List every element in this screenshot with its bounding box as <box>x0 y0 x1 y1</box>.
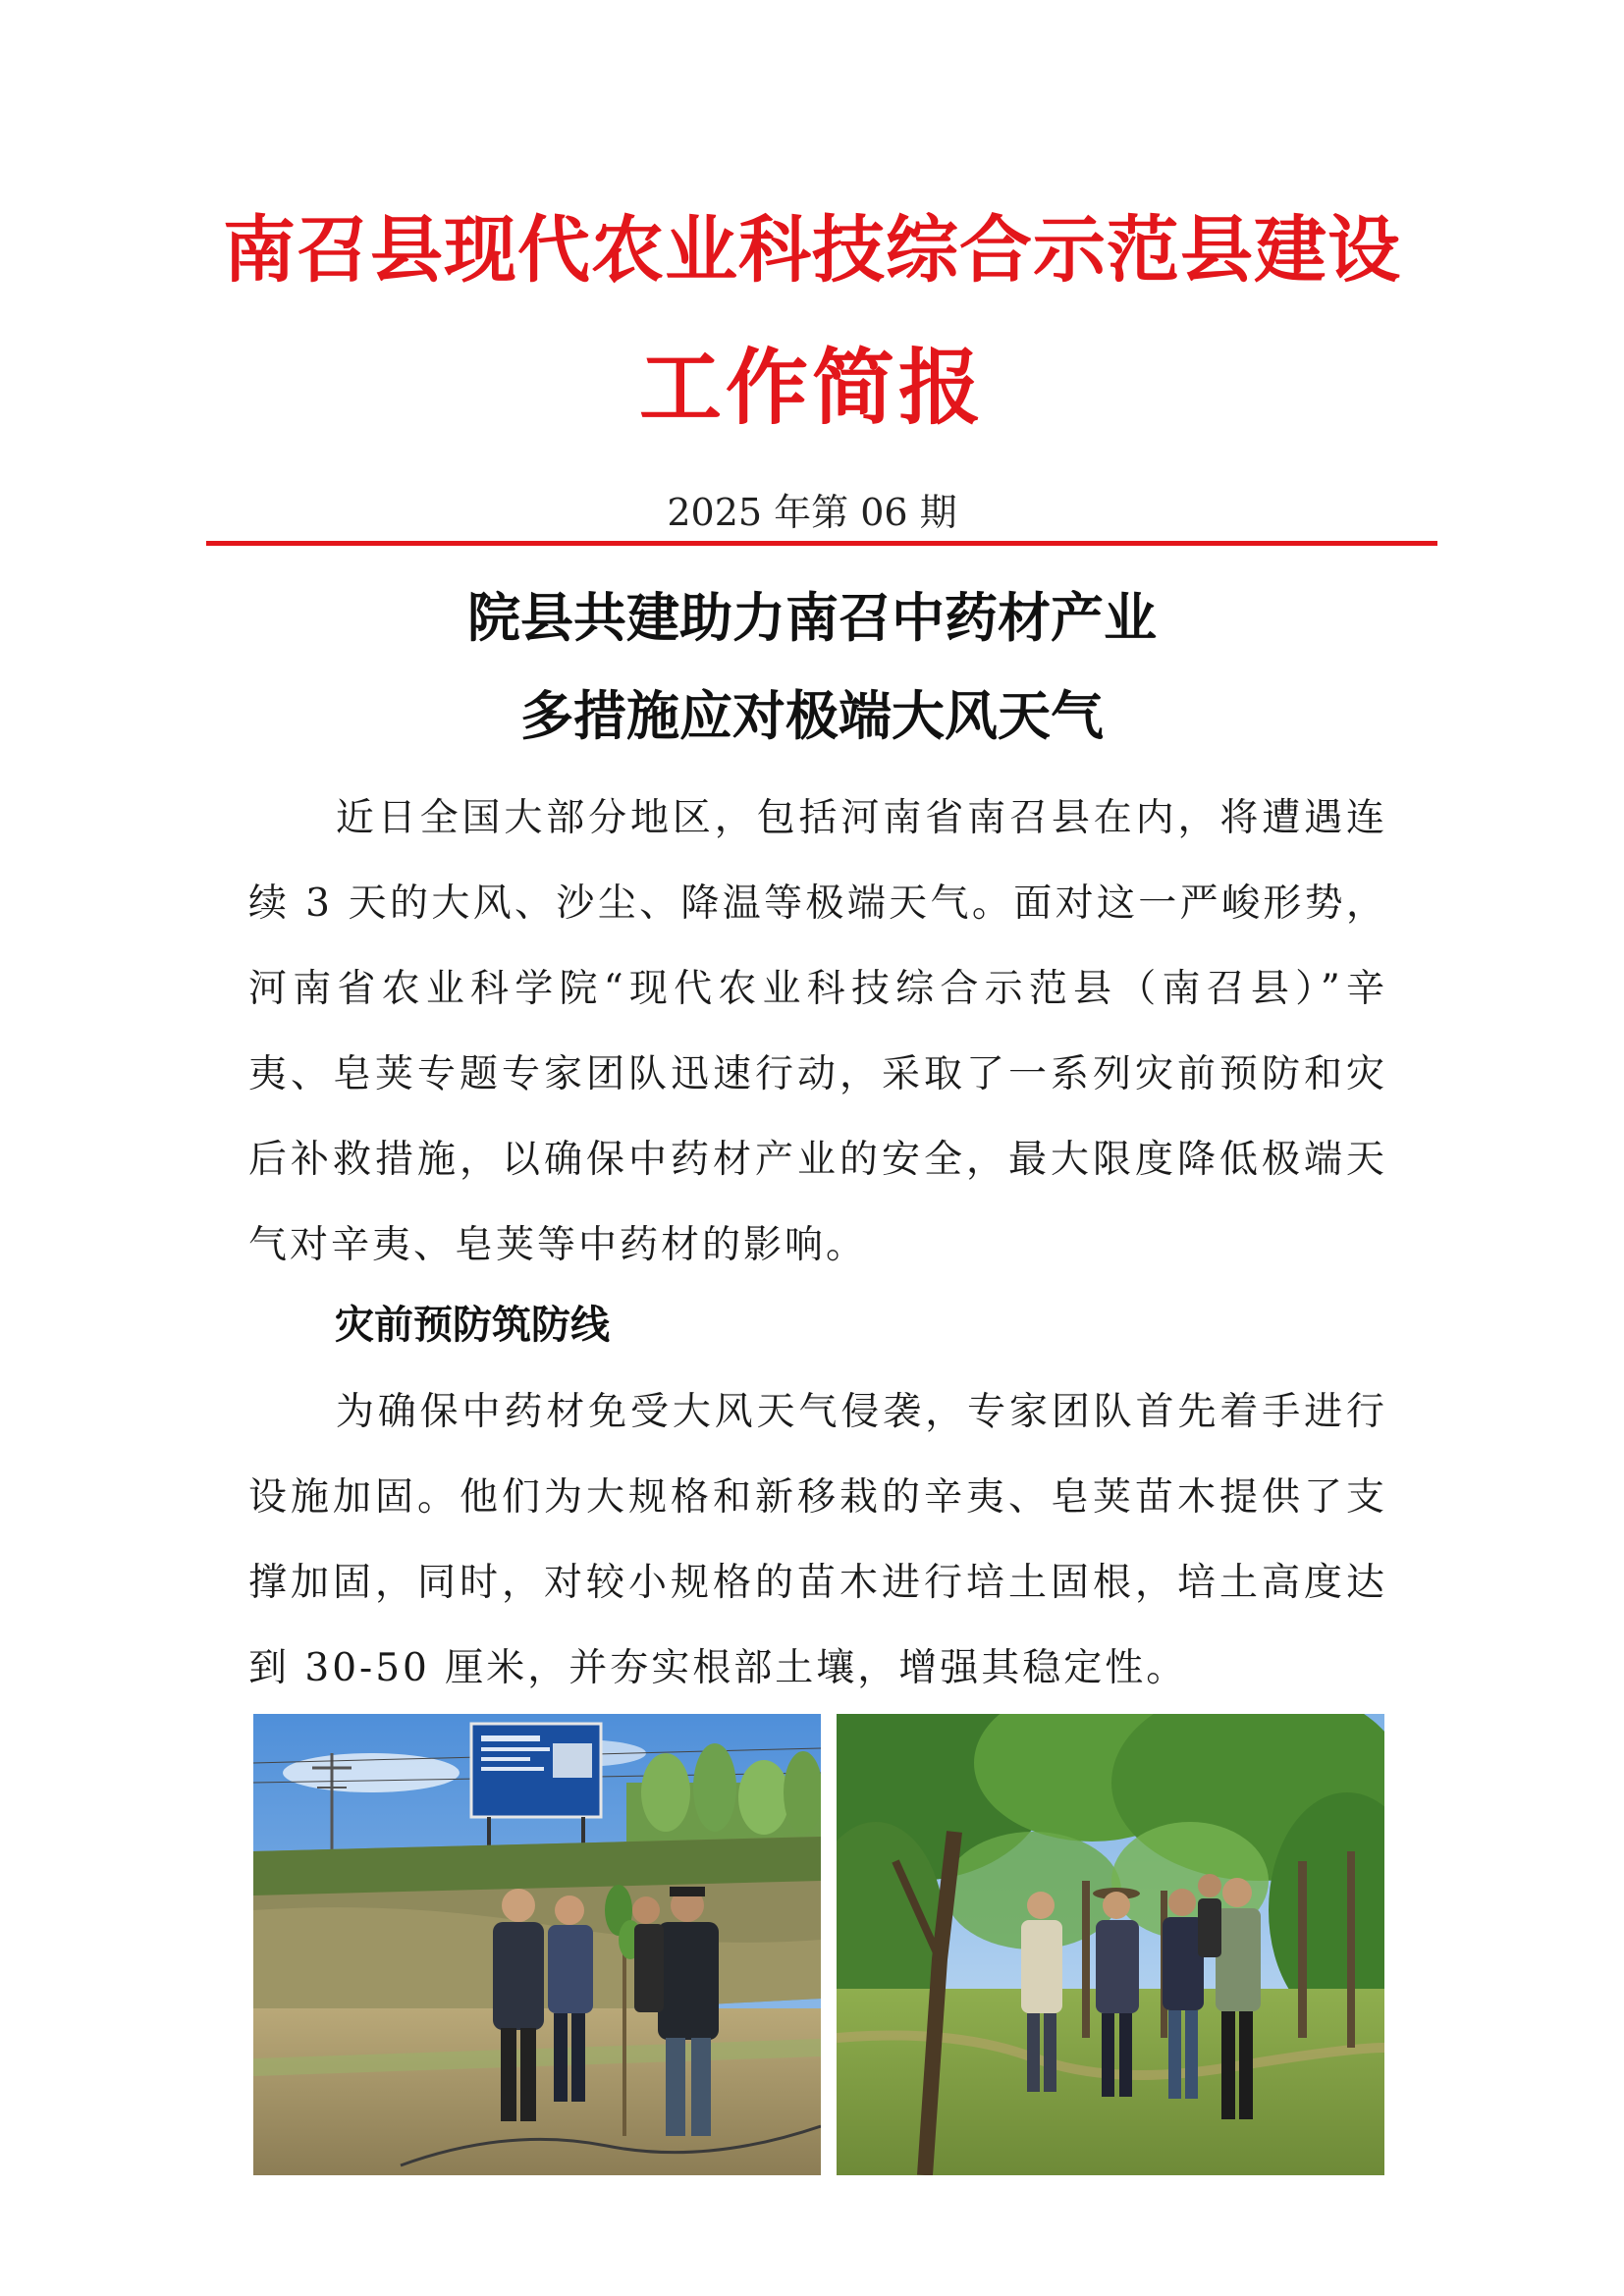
issue-number: 2025 年第 06 期 <box>667 491 957 534</box>
photo-experts-at-sapling <box>253 1714 821 2175</box>
article-paragraph-1 <box>248 775 1387 1288</box>
masthead-red-rule <box>206 541 1437 546</box>
masthead-title-line2: 工作简报 <box>638 340 985 436</box>
photo-left-illustration <box>253 1714 821 2175</box>
paragraph-1-text: 近日全国大部分地区，包括河南省南召县在内，将遭遇连续 3 天的大风、沙尘、降温等极端天气。面对这一严峻形势，河南省农业科学院“现代农业科技综合示范县（南召县）”辛夷、皂荚专题专家团队迅速行动，采取了一系列灾前预防和灾后补救措施，以确保中药材产业的安全，最大限度降低极端天气对辛夷、皂荚等中药材的影响。 <box>248 796 1387 1267</box>
masthead-title-line1: 南召县现代农业科技综合示范县建设 <box>223 208 1401 293</box>
article-title-line1: 院县共建助力南召中药材产业 <box>467 587 1157 649</box>
section-heading-pre-disaster: 灾前预防筑防线 <box>335 1303 610 1348</box>
article-title-line2: 多措施应对极端大风天气 <box>520 685 1104 747</box>
article-paragraph-2 <box>248 1369 1387 1711</box>
photo-right-illustration <box>837 1714 1384 2175</box>
photo-experts-in-grove <box>837 1714 1384 2175</box>
paragraph-2-text: 为确保中药材免受大风天气侵袭，专家团队首先着手进行设施加固。他们为大规格和新移栽的辛夷、皂荚苗木提供了支撑加固，同时，对较小规格的苗木进行培土固根，培土高度达到 30-50 厘米，并夯实根部土壤，增强其稳定性。 <box>248 1390 1387 1690</box>
